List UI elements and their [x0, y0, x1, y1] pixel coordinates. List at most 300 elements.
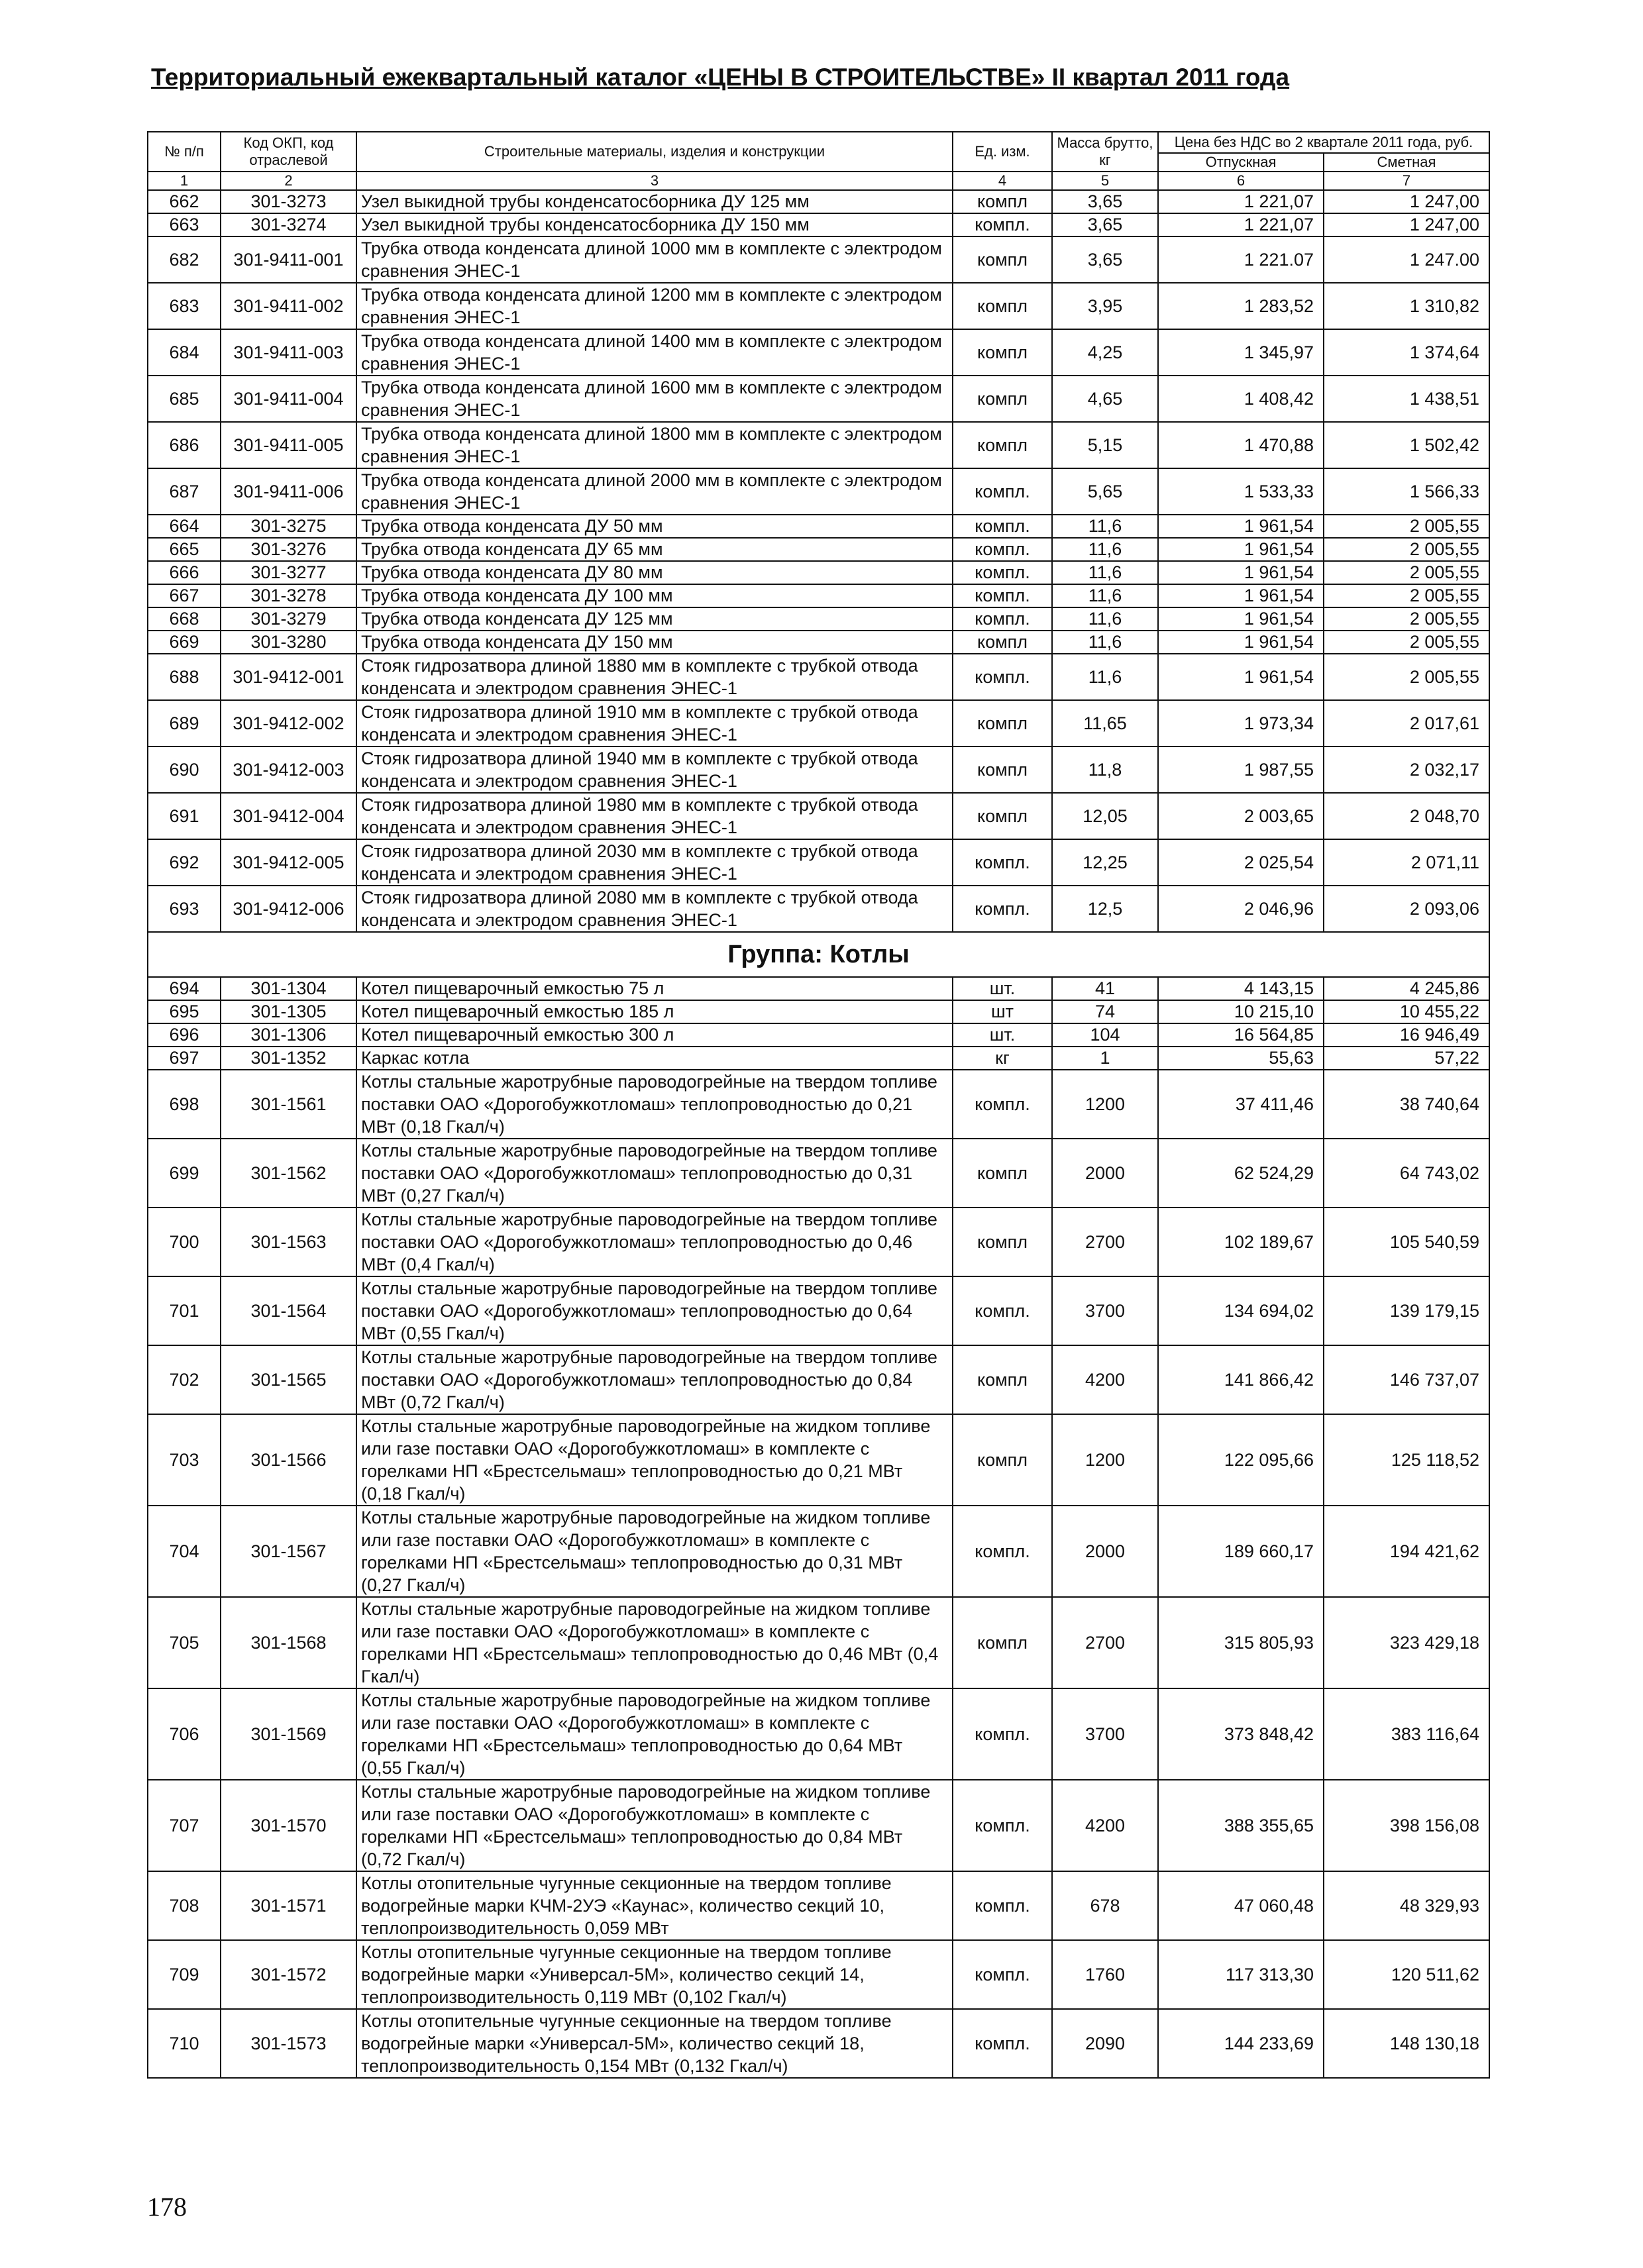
table-body-boilers [148, 977, 1489, 2078]
material-name: Стояк гидрозатвора длиной 1880 мм в комплекте с трубкой отвода конденсата и электродом сравнения ЭНЕС-1 [356, 654, 953, 700]
row-number: 697 [148, 1047, 221, 1070]
okp-code: 301-1572 [221, 1940, 356, 2009]
gross-mass: 2090 [1052, 2009, 1158, 2078]
table-row [148, 1780, 1489, 1871]
gross-mass: 2000 [1052, 1506, 1158, 1597]
unit: компл. [953, 607, 1052, 631]
material-name: Котлы стальные жаротрубные пароводогрейные на жидком топливе или газе поставки ОАО «Дорогобужкотломаш» в комплекте с горелками НП «Брестсельмаш» теплопроводностью до 0,64 МВт (0,55 Гкал/ч) [356, 1688, 953, 1780]
row-number: 704 [148, 1506, 221, 1597]
gross-mass: 3,65 [1052, 190, 1158, 213]
release-price: 1 283,52 [1158, 283, 1324, 329]
okp-code: 301-9412-006 [221, 886, 356, 932]
gross-mass: 3700 [1052, 1276, 1158, 1345]
okp-code: 301-1352 [221, 1047, 356, 1070]
estimate-price: 2 005,55 [1324, 654, 1489, 700]
row-number: 683 [148, 283, 221, 329]
gross-mass: 12,05 [1052, 793, 1158, 839]
unit: компл [953, 631, 1052, 654]
table-row [148, 793, 1489, 839]
gross-mass: 1200 [1052, 1414, 1158, 1506]
release-price: 2 003,65 [1158, 793, 1324, 839]
estimate-price: 10 455,22 [1324, 1000, 1489, 1023]
unit: компл. [953, 886, 1052, 932]
material-name: Узел выкидной трубы конденсатосборника ДУ 125 мм [356, 190, 953, 213]
estimate-price: 2 048,70 [1324, 793, 1489, 839]
estimate-price: 323 429,18 [1324, 1597, 1489, 1688]
release-price: 47 060,48 [1158, 1871, 1324, 1940]
row-number: 710 [148, 2009, 221, 2078]
okp-code: 301-3275 [221, 515, 356, 538]
release-price: 2 025,54 [1158, 839, 1324, 886]
table-row [148, 1688, 1489, 1780]
gross-mass: 11,6 [1052, 654, 1158, 700]
estimate-price: 2 005,55 [1324, 561, 1489, 584]
release-price: 1 961,54 [1158, 607, 1324, 631]
estimate-price: 383 116,64 [1324, 1688, 1489, 1780]
gross-mass: 11,6 [1052, 584, 1158, 607]
table-row [148, 1506, 1489, 1597]
row-number: 682 [148, 236, 221, 283]
material-name: Трубка отвода конденсата ДУ 125 мм [356, 607, 953, 631]
material-name: Котлы стальные жаротрубные пароводогрейные на жидком топливе или газе поставки ОАО «Дорогобужкотломаш» в комплекте с горелками НП «Брестсельмаш» теплопроводностью до 0,21 МВт (0,18 Гкал/ч) [356, 1414, 953, 1506]
row-number: 702 [148, 1345, 221, 1414]
row-number: 693 [148, 886, 221, 932]
row-number: 665 [148, 538, 221, 561]
unit: шт. [953, 977, 1052, 1000]
table-row [148, 1940, 1489, 2009]
material-name: Трубка отвода конденсата ДУ 50 мм [356, 515, 953, 538]
okp-code: 301-1567 [221, 1506, 356, 1597]
row-number: 700 [148, 1208, 221, 1276]
okp-code: 301-1569 [221, 1688, 356, 1780]
gross-mass: 4200 [1052, 1345, 1158, 1414]
estimate-price: 48 329,93 [1324, 1871, 1489, 1940]
unit: компл. [953, 213, 1052, 236]
material-name: Котлы стальные жаротрубные пароводогрейные на жидком топливе или газе поставки ОАО «Дорогобужкотломаш» в комплекте с горелками НП «Брестсельмаш» теплопроводностью до 0,31 МВт (0,27 Гкал/ч) [356, 1506, 953, 1597]
row-number: 690 [148, 747, 221, 793]
release-price: 373 848,42 [1158, 1688, 1324, 1780]
row-number: 709 [148, 1940, 221, 2009]
material-name: Котлы стальные жаротрубные пароводогрейные на твердом топливе поставки ОАО «Дорогобужкотломаш» теплопроводностью до 0,84 МВт (0,72 Гкал/ч) [356, 1345, 953, 1414]
release-price: 141 866,42 [1158, 1345, 1324, 1414]
gross-mass: 2700 [1052, 1208, 1158, 1276]
gross-mass: 2700 [1052, 1597, 1158, 1688]
gross-mass: 74 [1052, 1000, 1158, 1023]
table-row [148, 422, 1489, 468]
okp-code: 301-3279 [221, 607, 356, 631]
okp-code: 301-1568 [221, 1597, 356, 1688]
material-name: Котел пищеварочный емкостью 75 л [356, 977, 953, 1000]
table-row [148, 1000, 1489, 1023]
unit: компл [953, 190, 1052, 213]
price-table [147, 131, 1490, 2079]
table-row [148, 584, 1489, 607]
column-header-code: Код ОКП, код отраслевой [221, 132, 356, 172]
gross-mass: 5,15 [1052, 422, 1158, 468]
release-price: 16 564,85 [1158, 1023, 1324, 1047]
unit: компл [953, 1345, 1052, 1414]
row-number: 685 [148, 376, 221, 422]
release-price: 122 095,66 [1158, 1414, 1324, 1506]
unit: компл. [953, 561, 1052, 584]
table-row [148, 886, 1489, 932]
unit: компл. [953, 468, 1052, 515]
estimate-price: 1 502,42 [1324, 422, 1489, 468]
row-number: 699 [148, 1139, 221, 1208]
okp-code: 301-1564 [221, 1276, 356, 1345]
estimate-price: 1 566,33 [1324, 468, 1489, 515]
estimate-price: 120 511,62 [1324, 1940, 1489, 2009]
table-row [148, 607, 1489, 631]
estimate-price: 2 017,61 [1324, 700, 1489, 747]
gross-mass: 3,65 [1052, 236, 1158, 283]
estimate-price: 1 438,51 [1324, 376, 1489, 422]
release-price: 189 660,17 [1158, 1506, 1324, 1597]
release-price: 37 411,46 [1158, 1070, 1324, 1139]
row-number: 688 [148, 654, 221, 700]
column-header-release: Отпускная [1158, 153, 1324, 172]
group-title: Группа: Котлы [148, 932, 1489, 977]
material-name: Трубка отвода конденсата длиной 1400 мм в комплекте с электродом сравнения ЭНЕС-1 [356, 329, 953, 376]
unit: шт. [953, 1023, 1052, 1047]
table-row [148, 654, 1489, 700]
estimate-price: 4 245,86 [1324, 977, 1489, 1000]
gross-mass: 11,65 [1052, 700, 1158, 747]
release-price: 1 961,54 [1158, 654, 1324, 700]
release-price: 1 973,34 [1158, 700, 1324, 747]
material-name: Котел пищеварочный емкостью 185 л [356, 1000, 953, 1023]
material-name: Котлы стальные жаротрубные пароводогрейные на жидком топливе или газе поставки ОАО «Дорогобужкотломаш» в комплекте с горелками НП «Брестсельмаш» теплопроводностью до 0,84 МВт (0,72 Гкал/ч) [356, 1780, 953, 1871]
gross-mass: 4200 [1052, 1780, 1158, 1871]
unit: компл. [953, 1780, 1052, 1871]
unit: компл [953, 1597, 1052, 1688]
row-number: 666 [148, 561, 221, 584]
release-price: 1 408,42 [1158, 376, 1324, 422]
material-name: Стояк гидрозатвора длиной 2030 мм в комплекте с трубкой отвода конденсата и электродом сравнения ЭНЕС-1 [356, 839, 953, 886]
release-price: 55,63 [1158, 1047, 1324, 1070]
okp-code: 301-1566 [221, 1414, 356, 1506]
okp-code: 301-1571 [221, 1871, 356, 1940]
row-number: 668 [148, 607, 221, 631]
okp-code: 301-1563 [221, 1208, 356, 1276]
estimate-price: 1 247,00 [1324, 190, 1489, 213]
gross-mass: 4,25 [1052, 329, 1158, 376]
gross-mass: 1 [1052, 1047, 1158, 1070]
unit: компл. [953, 1506, 1052, 1597]
estimate-price: 105 540,59 [1324, 1208, 1489, 1276]
unit: шт [953, 1000, 1052, 1023]
material-name: Трубка отвода конденсата ДУ 150 мм [356, 631, 953, 654]
okp-code: 301-9412-002 [221, 700, 356, 747]
gross-mass: 11,6 [1052, 631, 1158, 654]
okp-code: 301-9411-002 [221, 283, 356, 329]
material-name: Котлы отопительные чугунные секционные на твердом топливе водогрейные марки КЧМ-2УЭ «Каунас», количество секций 10, теплопроизводительность 0,059 МВт [356, 1871, 953, 1940]
release-price: 1 533,33 [1158, 468, 1324, 515]
okp-code: 301-9412-003 [221, 747, 356, 793]
estimate-price: 57,22 [1324, 1047, 1489, 1070]
unit: компл. [953, 839, 1052, 886]
table-row [148, 1139, 1489, 1208]
material-name: Трубка отвода конденсата длиной 1600 мм в комплекте с электродом сравнения ЭНЕС-1 [356, 376, 953, 422]
estimate-price: 2 093,06 [1324, 886, 1489, 932]
material-name: Трубка отвода конденсата длиной 1800 мм в комплекте с электродом сравнения ЭНЕС-1 [356, 422, 953, 468]
estimate-price: 398 156,08 [1324, 1780, 1489, 1871]
gross-mass: 5,65 [1052, 468, 1158, 515]
unit: компл [953, 1139, 1052, 1208]
okp-code: 301-9412-004 [221, 793, 356, 839]
estimate-price: 2 005,55 [1324, 515, 1489, 538]
table-row [148, 1070, 1489, 1139]
release-price: 1 987,55 [1158, 747, 1324, 793]
gross-mass: 11,6 [1052, 561, 1158, 584]
unit: компл. [953, 1688, 1052, 1780]
unit: компл. [953, 515, 1052, 538]
row-number: 694 [148, 977, 221, 1000]
unit: компл. [953, 1940, 1052, 2009]
estimate-price: 194 421,62 [1324, 1506, 1489, 1597]
table-row [148, 1597, 1489, 1688]
material-name: Трубка отвода конденсата длиной 1200 мм в комплекте с электродом сравнения ЭНЕС-1 [356, 283, 953, 329]
gross-mass: 12,25 [1052, 839, 1158, 886]
page-number: 178 [147, 2192, 187, 2222]
unit: компл. [953, 1276, 1052, 1345]
table-row [148, 631, 1489, 654]
material-name: Трубка отвода конденсата ДУ 65 мм [356, 538, 953, 561]
okp-code: 301-1562 [221, 1139, 356, 1208]
estimate-price: 64 743,02 [1324, 1139, 1489, 1208]
row-number: 692 [148, 839, 221, 886]
table-row [148, 977, 1489, 1000]
row-number: 664 [148, 515, 221, 538]
unit: компл [953, 793, 1052, 839]
unit: компл [953, 376, 1052, 422]
gross-mass: 11,6 [1052, 538, 1158, 561]
material-name: Котел пищеварочный емкостью 300 л [356, 1023, 953, 1047]
unit: компл. [953, 1871, 1052, 1940]
column-number: 3 [356, 172, 953, 190]
estimate-price: 148 130,18 [1324, 2009, 1489, 2078]
table-header [148, 132, 1489, 190]
table-row [148, 515, 1489, 538]
estimate-price: 1 247,00 [1324, 213, 1489, 236]
unit: компл [953, 236, 1052, 283]
okp-code: 301-3277 [221, 561, 356, 584]
estimate-price: 146 737,07 [1324, 1345, 1489, 1414]
table-row [148, 538, 1489, 561]
table-row [148, 468, 1489, 515]
estimate-price: 38 740,64 [1324, 1070, 1489, 1139]
unit: компл [953, 1414, 1052, 1506]
material-name: Стояк гидрозатвора длиной 1980 мм в комплекте с трубкой отвода конденсата и электродом сравнения ЭНЕС-1 [356, 793, 953, 839]
column-number-row [148, 172, 1489, 190]
okp-code: 301-1305 [221, 1000, 356, 1023]
okp-code: 301-9411-001 [221, 236, 356, 283]
row-number: 687 [148, 468, 221, 515]
row-number: 686 [148, 422, 221, 468]
gross-mass: 4,65 [1052, 376, 1158, 422]
okp-code: 301-9411-005 [221, 422, 356, 468]
unit: компл. [953, 584, 1052, 607]
material-name: Трубка отвода конденсата ДУ 100 мм [356, 584, 953, 607]
okp-code: 301-9411-006 [221, 468, 356, 515]
column-number: 5 [1052, 172, 1158, 190]
table-row [148, 1871, 1489, 1940]
row-number: 691 [148, 793, 221, 839]
okp-code: 301-3278 [221, 584, 356, 607]
material-name: Каркас котла [356, 1047, 953, 1070]
column-number: 7 [1324, 172, 1489, 190]
release-price: 144 233,69 [1158, 2009, 1324, 2078]
material-name: Узел выкидной трубы конденсатосборника ДУ 150 мм [356, 213, 953, 236]
column-header-name: Строительные материалы, изделия и конструкции [356, 132, 953, 172]
release-price: 102 189,67 [1158, 1208, 1324, 1276]
row-number: 701 [148, 1276, 221, 1345]
release-price: 1 221.07 [1158, 236, 1324, 283]
table-row [148, 1047, 1489, 1070]
table-row [148, 190, 1489, 213]
material-name: Стояк гидрозатвора длиной 1940 мм в комплекте с трубкой отвода конденсата и электродом сравнения ЭНЕС-1 [356, 747, 953, 793]
estimate-price: 2 005,55 [1324, 584, 1489, 607]
table-row [148, 329, 1489, 376]
table-row [148, 213, 1489, 236]
column-header-mass: Масса брутто, кг [1052, 132, 1158, 172]
okp-code: 301-9411-003 [221, 329, 356, 376]
page-title: Территориальный ежеквартальный каталог «ЦЕНЫ В СТРОИТЕЛЬСТВЕ» II квартал 2011 года [151, 64, 1290, 91]
row-number: 696 [148, 1023, 221, 1047]
estimate-price: 2 005,55 [1324, 538, 1489, 561]
estimate-price: 2 005,55 [1324, 607, 1489, 631]
column-number: 6 [1158, 172, 1324, 190]
okp-code: 301-3280 [221, 631, 356, 654]
table-row [148, 283, 1489, 329]
table-row [148, 1414, 1489, 1506]
row-number: 698 [148, 1070, 221, 1139]
unit: компл. [953, 538, 1052, 561]
material-name: Котлы стальные жаротрубные пароводогрейные на твердом топливе поставки ОАО «Дорогобужкотломаш» теплопроводностью до 0,21 МВт (0,18 Гкал/ч) [356, 1070, 953, 1139]
column-header-num: № п/п [148, 132, 221, 172]
release-price: 10 215,10 [1158, 1000, 1324, 1023]
table-row [148, 2009, 1489, 2078]
release-price: 1 345,97 [1158, 329, 1324, 376]
gross-mass: 12,5 [1052, 886, 1158, 932]
estimate-price: 2 071,11 [1324, 839, 1489, 886]
estimate-price: 1 247.00 [1324, 236, 1489, 283]
okp-code: 301-1561 [221, 1070, 356, 1139]
material-name: Котлы отопительные чугунные секционные на твердом топливе водогрейные марки «Универсал-5М», количество секций 18, теплопроизводительность 0,154 МВт (0,132 Гкал/ч) [356, 2009, 953, 2078]
okp-code: 301-3276 [221, 538, 356, 561]
row-number: 708 [148, 1871, 221, 1940]
table-row [148, 747, 1489, 793]
okp-code: 301-9412-005 [221, 839, 356, 886]
okp-code: 301-1573 [221, 2009, 356, 2078]
release-price: 1 961,54 [1158, 515, 1324, 538]
gross-mass: 1760 [1052, 1940, 1158, 2009]
gross-mass: 11,6 [1052, 607, 1158, 631]
row-number: 663 [148, 213, 221, 236]
estimate-price: 2 032,17 [1324, 747, 1489, 793]
unit: компл. [953, 2009, 1052, 2078]
unit: компл [953, 747, 1052, 793]
release-price: 1 961,54 [1158, 561, 1324, 584]
gross-mass: 2000 [1052, 1139, 1158, 1208]
column-header-price-group: Цена без НДС во 2 квартале 2011 года, руб. [1158, 132, 1489, 153]
price-table-wrapper [147, 131, 1489, 2079]
row-number: 669 [148, 631, 221, 654]
table-body-pipes [148, 190, 1489, 932]
gross-mass: 3700 [1052, 1688, 1158, 1780]
release-price: 1 961,54 [1158, 631, 1324, 654]
gross-mass: 1200 [1052, 1070, 1158, 1139]
release-price: 315 805,93 [1158, 1597, 1324, 1688]
material-name: Трубка отвода конденсата длиной 2000 мм в комплекте с электродом сравнения ЭНЕС-1 [356, 468, 953, 515]
row-number: 662 [148, 190, 221, 213]
row-number: 706 [148, 1688, 221, 1780]
gross-mass: 104 [1052, 1023, 1158, 1047]
release-price: 1 221,07 [1158, 190, 1324, 213]
gross-mass: 41 [1052, 977, 1158, 1000]
okp-code: 301-3274 [221, 213, 356, 236]
okp-code: 301-9411-004 [221, 376, 356, 422]
unit: компл [953, 283, 1052, 329]
column-number: 4 [953, 172, 1052, 190]
unit: компл. [953, 1070, 1052, 1139]
table-row [148, 1345, 1489, 1414]
estimate-price: 16 946,49 [1324, 1023, 1489, 1047]
estimate-price: 1 374,64 [1324, 329, 1489, 376]
row-number: 695 [148, 1000, 221, 1023]
table-row [148, 236, 1489, 283]
material-name: Котлы стальные жаротрубные пароводогрейные на жидком топливе или газе поставки ОАО «Дорогобужкотломаш» в комплекте с горелками НП «Брестсельмаш» теплопроводностью до 0,46 МВт (0,4 Гкал/ч) [356, 1597, 953, 1688]
table-row [148, 1208, 1489, 1276]
unit: компл [953, 700, 1052, 747]
row-number: 703 [148, 1414, 221, 1506]
unit: компл. [953, 654, 1052, 700]
gross-mass: 11,8 [1052, 747, 1158, 793]
okp-code: 301-1304 [221, 977, 356, 1000]
okp-code: 301-3273 [221, 190, 356, 213]
column-number: 2 [221, 172, 356, 190]
unit: кг [953, 1047, 1052, 1070]
table-row [148, 1023, 1489, 1047]
gross-mass: 3,65 [1052, 213, 1158, 236]
material-name: Трубка отвода конденсата длиной 1000 мм в комплекте с электродом сравнения ЭНЕС-1 [356, 236, 953, 283]
release-price: 134 694,02 [1158, 1276, 1324, 1345]
okp-code: 301-1565 [221, 1345, 356, 1414]
column-header-unit: Ед. изм. [953, 132, 1052, 172]
table-row [148, 561, 1489, 584]
okp-code: 301-1570 [221, 1780, 356, 1871]
table-row [148, 1276, 1489, 1345]
table-row [148, 376, 1489, 422]
row-number: 705 [148, 1597, 221, 1688]
unit: компл [953, 1208, 1052, 1276]
release-price: 4 143,15 [1158, 977, 1324, 1000]
row-number: 689 [148, 700, 221, 747]
row-number: 684 [148, 329, 221, 376]
gross-mass: 3,95 [1052, 283, 1158, 329]
table-row [148, 700, 1489, 747]
unit: компл [953, 422, 1052, 468]
release-price: 2 046,96 [1158, 886, 1324, 932]
okp-code: 301-9412-001 [221, 654, 356, 700]
unit: компл [953, 329, 1052, 376]
estimate-price: 125 118,52 [1324, 1414, 1489, 1506]
material-name: Стояк гидрозатвора длиной 1910 мм в комплекте с трубкой отвода конденсата и электродом сравнения ЭНЕС-1 [356, 700, 953, 747]
release-price: 1 221,07 [1158, 213, 1324, 236]
group-section [148, 932, 1489, 977]
column-header-estimate: Сметная [1324, 153, 1489, 172]
row-number: 707 [148, 1780, 221, 1871]
